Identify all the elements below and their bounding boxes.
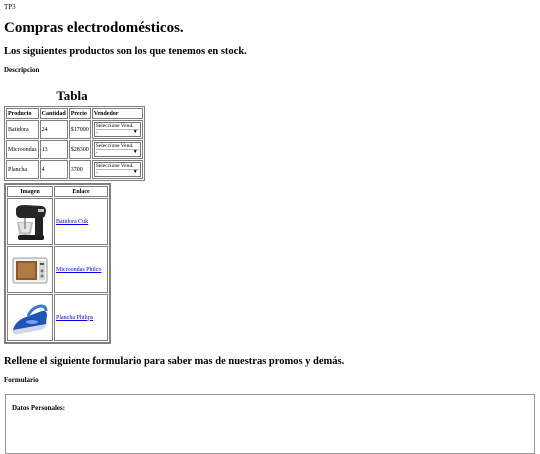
image-cell: [7, 294, 53, 341]
cell-product: Batidora: [6, 120, 39, 139]
seller-select[interactable]: [94, 162, 141, 177]
cell-product: Plancha: [6, 160, 39, 179]
links-table: [4, 183, 111, 344]
page-title: Compras electrodomésticos.: [4, 20, 184, 36]
header-imagen: Imagen: [7, 186, 53, 197]
link-plancha[interactable]: Plancha Philips: [56, 314, 94, 321]
cell-price: $28300: [69, 140, 91, 159]
cell-seller: [92, 120, 143, 139]
cell-seller: [92, 140, 143, 159]
seller-select-value[interactable]: - ▼: [95, 170, 138, 176]
page-subtitle: Los siguientes productos son los que tenemos en stock.: [4, 46, 247, 57]
fieldset-legend: Datos Personales:: [12, 404, 66, 412]
table-caption: Tabla: [56, 88, 88, 103]
form-intro: Rellene el siguiente formulario para saber mas de nuestras promos y demás.: [4, 356, 345, 367]
seller-select-label: Seleccione Vend.: [95, 123, 134, 129]
table-row: [6, 140, 143, 159]
seller-select-value[interactable]: - ▼: [95, 150, 138, 156]
link-batidora[interactable]: Batidora Cuk: [56, 218, 89, 225]
link-cell: [54, 198, 108, 245]
links-table-header: [7, 186, 108, 197]
cell-product: Microondas: [6, 140, 39, 159]
link-cell: [54, 246, 108, 293]
stock-table-header: [6, 108, 143, 119]
cell-price: 3700: [69, 160, 91, 179]
cell-quantity: 24: [40, 120, 68, 139]
table-row: [6, 160, 143, 179]
page-tab-label: TP3: [4, 3, 16, 11]
description-label: Descripcion: [4, 66, 40, 74]
seller-select[interactable]: [94, 142, 141, 157]
link-microondas[interactable]: Microondas Philco: [56, 266, 102, 273]
stock-table: [4, 106, 145, 181]
cell-quantity: 13: [40, 140, 68, 159]
stand-mixer-icon: [10, 201, 50, 243]
seller-select-label: Seleccione Vend.: [95, 143, 134, 149]
header-enlace: Enlace: [54, 186, 108, 197]
link-cell: [54, 294, 108, 341]
image-cell: [7, 246, 53, 293]
header-precio: Precio: [69, 108, 91, 119]
cell-price: $17000: [69, 120, 91, 139]
form-heading: Formulario: [4, 376, 39, 384]
chevron-down-icon: ▼: [132, 170, 138, 175]
personal-data-fieldset: [5, 394, 535, 454]
table-row: [7, 198, 108, 245]
cell-seller: [92, 160, 143, 179]
seller-select-value[interactable]: - ▼: [95, 130, 138, 136]
table-row: [7, 294, 108, 341]
header-vendedor: Vendedor: [92, 108, 143, 119]
chevron-down-icon: ▼: [132, 130, 138, 135]
table-row: [7, 246, 108, 293]
image-cell: [7, 198, 53, 245]
steam-iron-icon: [10, 297, 50, 339]
header-producto: Producto: [6, 108, 39, 119]
microwave-icon: [10, 249, 50, 291]
chevron-down-icon: ▼: [132, 150, 138, 155]
header-cantidad: Cantidad: [40, 108, 68, 119]
table-row: [6, 120, 143, 139]
seller-select-label: Seleccione Vend.: [95, 163, 134, 169]
seller-select[interactable]: [94, 122, 141, 137]
cell-quantity: 4: [40, 160, 68, 179]
